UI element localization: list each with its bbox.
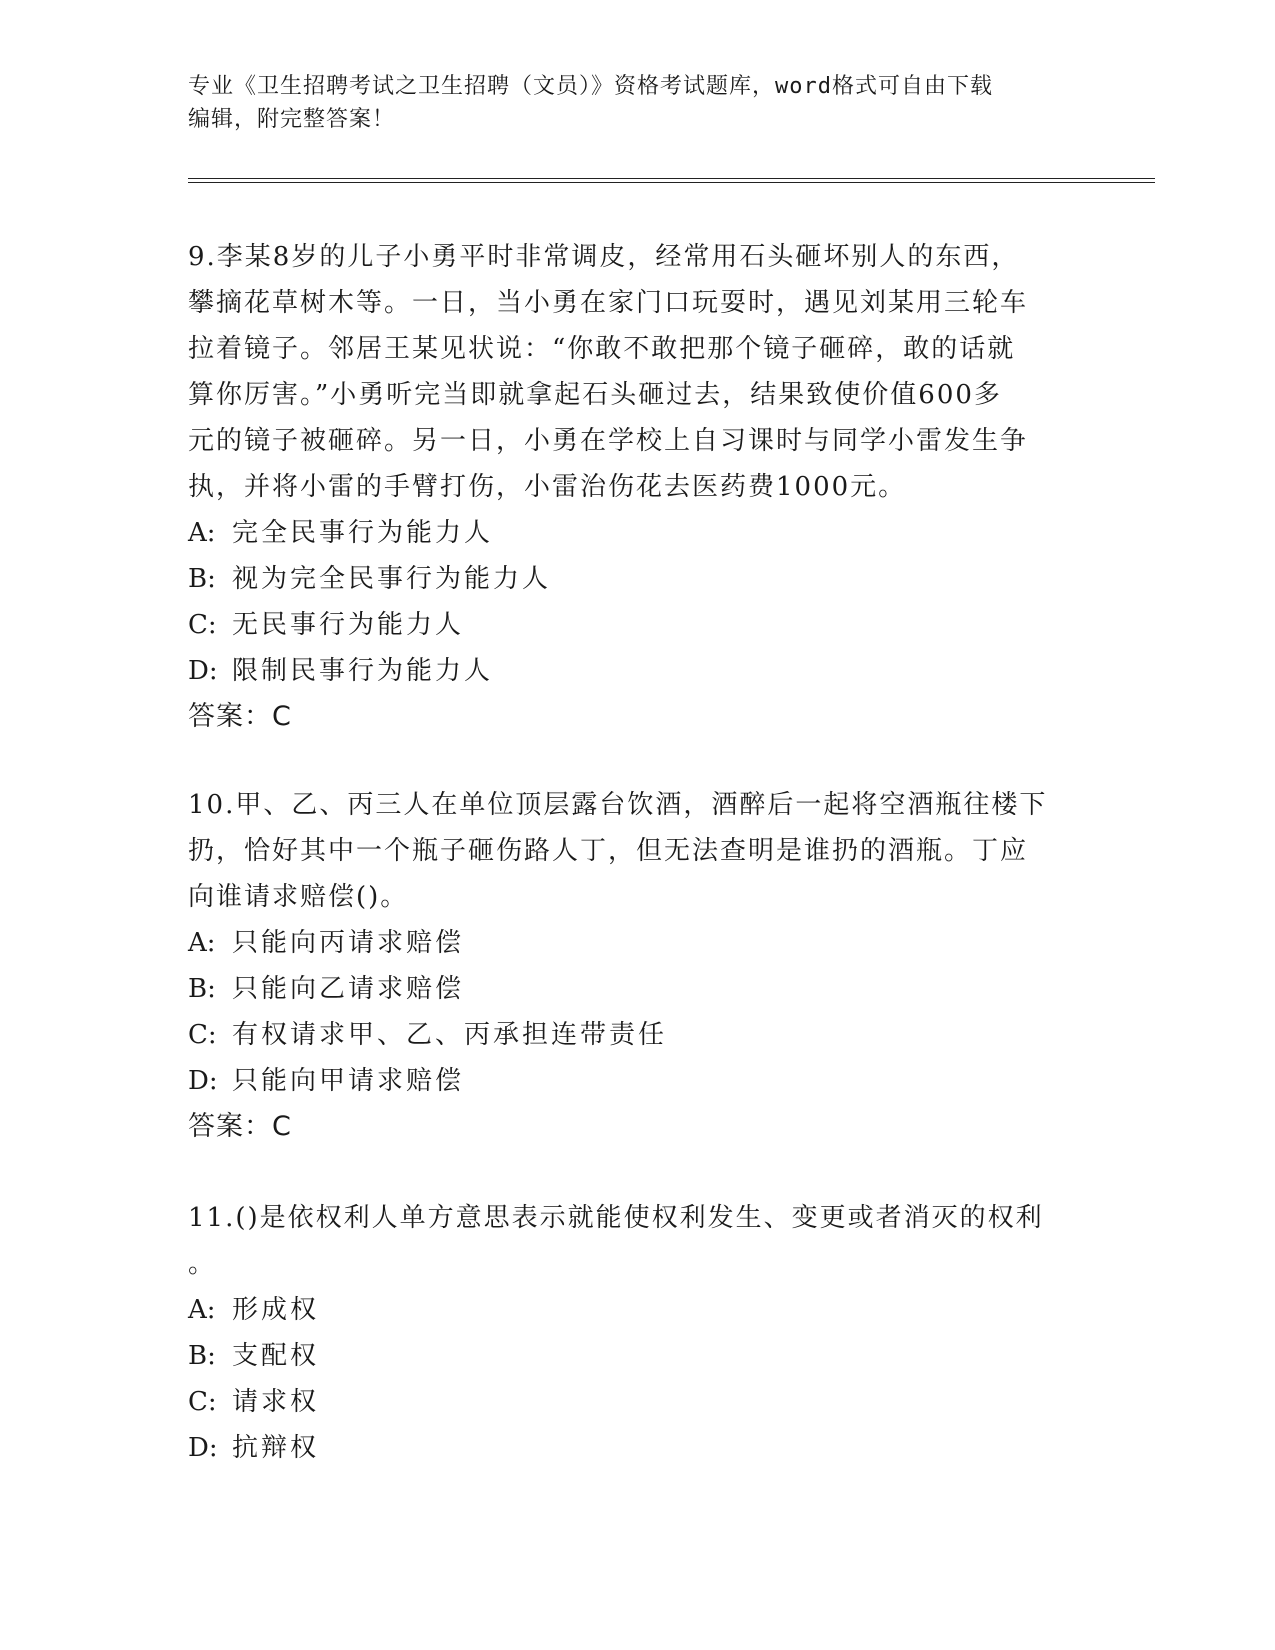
option-text: 完全民事行为能力人 [232,518,494,548]
option-key: B: [188,974,216,1004]
question-stem [188,234,1068,510]
answer-line: 答案：C [188,701,292,732]
stem-line: 元的镜子被砸碎。另一日，小勇在学校上自习课时与同学小雷发生争 [188,426,1029,456]
option-text: 抗辩权 [232,1433,320,1463]
option-text: 支配权 [232,1341,320,1371]
option-key: D: [188,1433,218,1463]
option-text: 请求权 [232,1387,320,1417]
option-text: 只能向甲请求赔偿 [232,1066,465,1096]
header-line-1: 专业《卫生招聘考试之卫生招聘（文员）》资格考试题库，word格式可自由下载 [188,74,993,99]
question-9 [188,234,1068,740]
question-10 [188,782,1068,1150]
stem-line: 扔，恰好其中一个瓶子砸伤路人丁，但无法查明是谁扔的酒瓶。丁应 [188,836,1029,866]
document-header [188,70,1068,136]
stem-line: 向谁请求赔偿()。 [188,882,409,912]
option-key: C: [188,610,217,640]
option-a [188,920,1068,966]
header-line-2: 编辑，附完整答案！ [188,107,396,132]
option-key: C: [188,1387,217,1417]
option-key: B: [188,1341,216,1371]
question-stem [188,1195,1068,1287]
stem-line: 9.李某8岁的儿子小勇平时非常调皮，经常用石头砸坏别人的东西， [188,242,1020,272]
option-c [188,1379,1068,1425]
stem-line: 10.甲、乙、丙三人在单位顶层露台饮酒，酒醉后一起将空酒瓶往楼下 [188,790,1048,820]
option-text: 无民事行为能力人 [232,610,465,640]
option-text: 只能向乙请求赔偿 [232,974,465,1004]
answer-line: 答案：C [188,1111,292,1142]
option-b [188,966,1068,1012]
option-key: D: [188,1066,218,1096]
option-b [188,1333,1068,1379]
stem-line: 拉着镜子。邻居王某见状说：“你敢不敢把那个镜子砸碎，敢的话就 [188,334,1016,364]
stem-line: 执，并将小雷的手臂打伤，小雷治伤花去医药费1000元。 [188,472,907,502]
option-b [188,556,1068,602]
option-text: 视为完全民事行为能力人 [232,564,552,594]
option-key: C: [188,1020,217,1050]
option-key: A: [188,1295,216,1325]
question-stem [188,782,1068,920]
stem-line: 攀摘花草树木等。一日，当小勇在家门口玩耍时，遇见刘某用三轮车 [188,288,1029,318]
stem-line: 11.()是依权利人单方意思表示就能使权利发生、变更或者消灭的权利 [188,1203,1044,1233]
option-key: A: [188,518,216,548]
option-text: 有权请求甲、乙、丙承担连带责任 [232,1020,668,1050]
question-11 [188,1195,1068,1471]
stem-line: 。 [188,1249,217,1279]
option-key: D: [188,656,218,686]
header-divider [188,178,1155,183]
option-c [188,602,1068,648]
option-d [188,1058,1068,1104]
stem-line: 算你厉害。”小勇听完当即就拿起石头砸过去，结果致使价值600多 [188,380,1002,410]
option-d [188,1425,1068,1471]
option-c [188,1012,1068,1058]
option-a [188,510,1068,556]
option-a [188,1287,1068,1333]
option-text: 限制民事行为能力人 [232,656,494,686]
option-key: B: [188,564,216,594]
option-d [188,648,1068,694]
option-text: 形成权 [232,1295,320,1325]
option-text: 只能向丙请求赔偿 [232,928,465,958]
option-key: A: [188,928,216,958]
